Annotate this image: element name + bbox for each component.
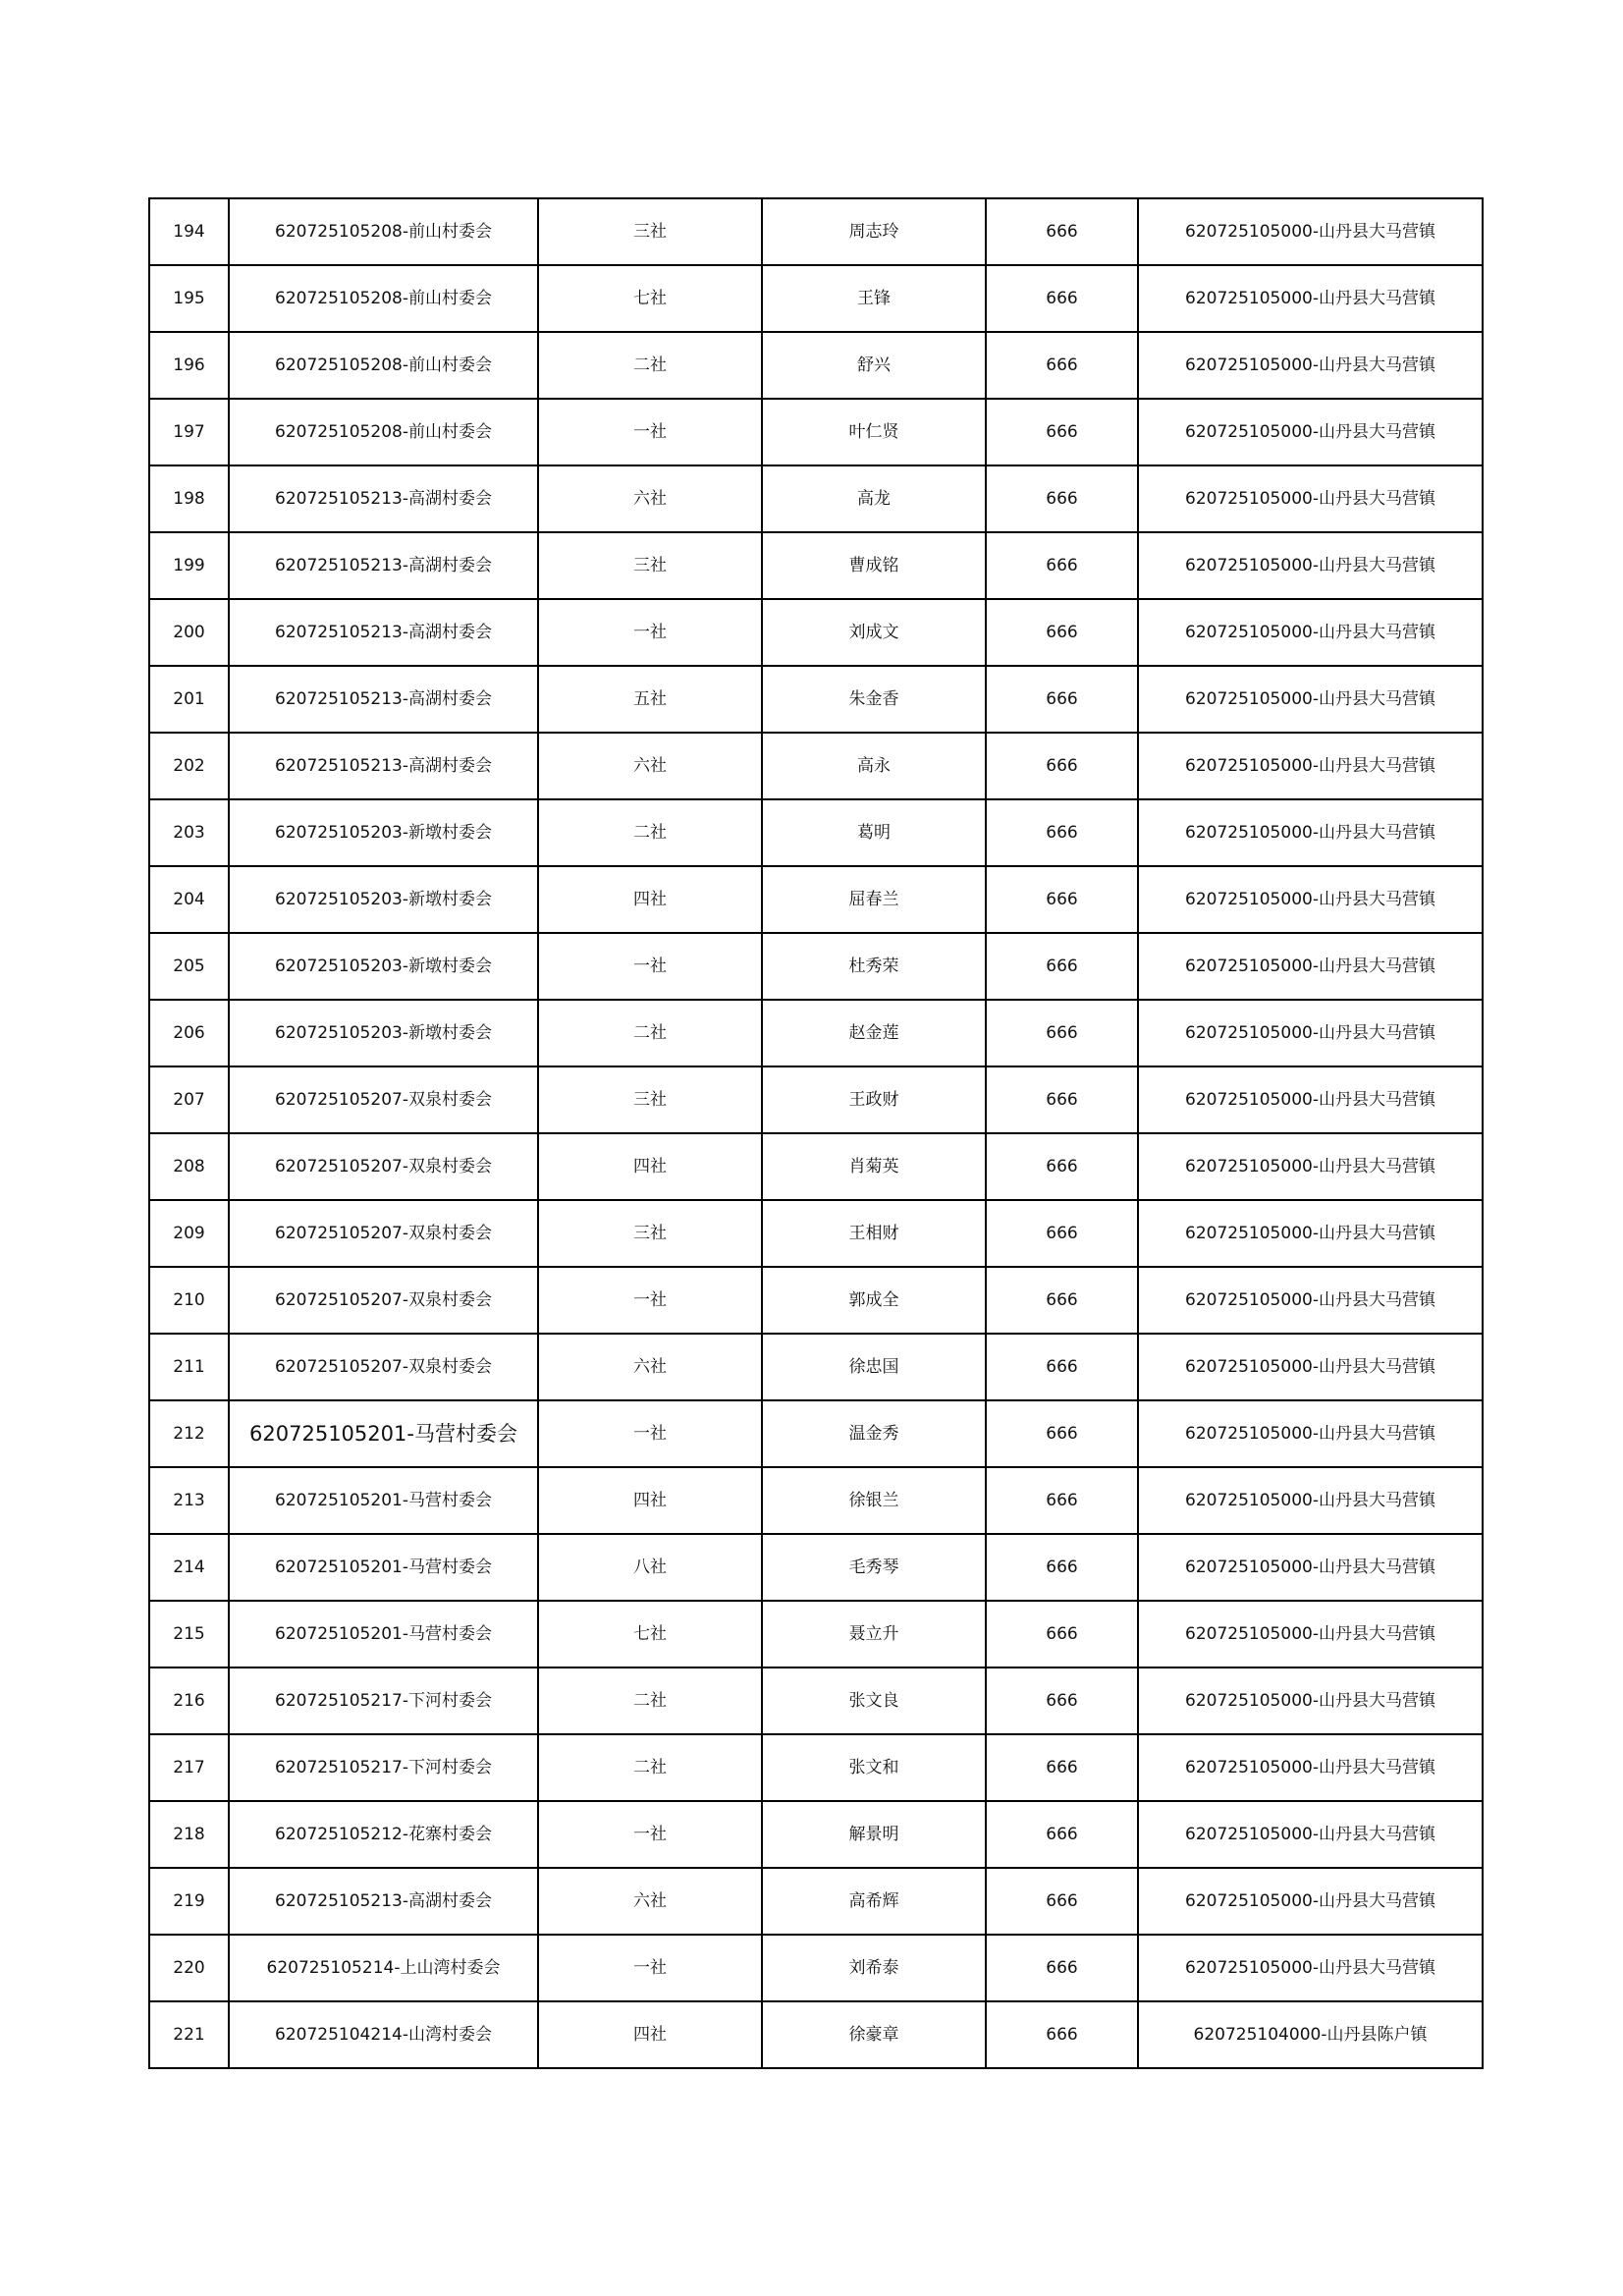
person-name-cell: 王锋 (762, 265, 986, 332)
roster-table (148, 197, 1484, 2069)
table-row (149, 399, 1483, 465)
person-name-cell: 高龙 (762, 465, 986, 532)
town-cell: 620725105000-山丹县大马营镇 (1138, 332, 1483, 399)
table-row (149, 1200, 1483, 1267)
village-cell: 620725105213-高湖村委会 (229, 733, 538, 799)
row-number-cell: 207 (149, 1066, 229, 1133)
group-cell: 三社 (538, 532, 762, 599)
person-name-cell: 周志玲 (762, 198, 986, 265)
table-row (149, 1868, 1483, 1935)
row-number-cell: 216 (149, 1667, 229, 1734)
town-cell: 620725105000-山丹县大马营镇 (1138, 1667, 1483, 1734)
village-cell: 620725105207-双泉村委会 (229, 1334, 538, 1400)
amount-cell: 666 (986, 332, 1138, 399)
town-cell: 620725105000-山丹县大马营镇 (1138, 1267, 1483, 1334)
table-row (149, 2001, 1483, 2068)
table-row (149, 799, 1483, 866)
row-number-cell: 210 (149, 1267, 229, 1334)
person-name-cell: 张文和 (762, 1734, 986, 1801)
village-cell: 620725105212-花寨村委会 (229, 1801, 538, 1868)
town-cell: 620725105000-山丹县大马营镇 (1138, 799, 1483, 866)
amount-cell: 666 (986, 465, 1138, 532)
amount-cell: 666 (986, 933, 1138, 1000)
table-row (149, 1334, 1483, 1400)
amount-cell: 666 (986, 799, 1138, 866)
town-cell: 620725105000-山丹县大马营镇 (1138, 1066, 1483, 1133)
town-cell: 620725105000-山丹县大马营镇 (1138, 1935, 1483, 2001)
table-row (149, 1467, 1483, 1534)
group-cell: 六社 (538, 465, 762, 532)
amount-cell: 666 (986, 1801, 1138, 1868)
table-row (149, 1133, 1483, 1200)
amount-cell: 666 (986, 1267, 1138, 1334)
table-row (149, 198, 1483, 265)
village-cell: 620725104214-山湾村委会 (229, 2001, 538, 2068)
group-cell: 七社 (538, 265, 762, 332)
group-cell: 三社 (538, 1066, 762, 1133)
amount-cell: 666 (986, 399, 1138, 465)
village-cell: 620725105207-双泉村委会 (229, 1200, 538, 1267)
table-row (149, 1267, 1483, 1334)
village-cell: 620725105207-双泉村委会 (229, 1066, 538, 1133)
village-cell: 620725105207-双泉村委会 (229, 1133, 538, 1200)
town-cell: 620725105000-山丹县大马营镇 (1138, 1868, 1483, 1935)
table-row (149, 1667, 1483, 1734)
group-cell: 二社 (538, 1734, 762, 1801)
person-name-cell: 张文良 (762, 1667, 986, 1734)
town-cell: 620725105000-山丹县大马营镇 (1138, 1000, 1483, 1066)
amount-cell: 666 (986, 2001, 1138, 2068)
table-row (149, 265, 1483, 332)
person-name-cell: 王政财 (762, 1066, 986, 1133)
town-cell: 620725105000-山丹县大马营镇 (1138, 1334, 1483, 1400)
village-cell: 620725105213-高湖村委会 (229, 532, 538, 599)
row-number-cell: 203 (149, 799, 229, 866)
village-cell: 620725105208-前山村委会 (229, 198, 538, 265)
person-name-cell: 叶仁贤 (762, 399, 986, 465)
table-row (149, 1534, 1483, 1601)
town-cell: 620725105000-山丹县大马营镇 (1138, 198, 1483, 265)
amount-cell: 666 (986, 1066, 1138, 1133)
table-row (149, 933, 1483, 1000)
town-cell: 620725105000-山丹县大马营镇 (1138, 265, 1483, 332)
row-number-cell: 220 (149, 1935, 229, 2001)
town-cell: 620725105000-山丹县大马营镇 (1138, 1534, 1483, 1601)
town-cell: 620725105000-山丹县大马营镇 (1138, 465, 1483, 532)
person-name-cell: 聂立升 (762, 1601, 986, 1667)
town-cell: 620725105000-山丹县大马营镇 (1138, 666, 1483, 733)
village-cell: 620725105217-下河村委会 (229, 1667, 538, 1734)
village-cell: 620725105214-上山湾村委会 (229, 1935, 538, 2001)
group-cell: 一社 (538, 1801, 762, 1868)
person-name-cell: 毛秀琴 (762, 1534, 986, 1601)
group-cell: 二社 (538, 1000, 762, 1066)
village-cell: 620725105208-前山村委会 (229, 399, 538, 465)
village-cell: 620725105217-下河村委会 (229, 1734, 538, 1801)
village-cell: 620725105208-前山村委会 (229, 332, 538, 399)
row-number-cell: 219 (149, 1868, 229, 1935)
group-cell: 八社 (538, 1534, 762, 1601)
amount-cell: 666 (986, 599, 1138, 666)
town-cell: 620725105000-山丹县大马营镇 (1138, 733, 1483, 799)
group-cell: 四社 (538, 1467, 762, 1534)
person-name-cell: 朱金香 (762, 666, 986, 733)
group-cell: 五社 (538, 666, 762, 733)
row-number-cell: 196 (149, 332, 229, 399)
row-number-cell: 211 (149, 1334, 229, 1400)
group-cell: 三社 (538, 1200, 762, 1267)
group-cell: 四社 (538, 866, 762, 933)
row-number-cell: 214 (149, 1534, 229, 1601)
table-row (149, 532, 1483, 599)
person-name-cell: 徐豪章 (762, 2001, 986, 2068)
row-number-cell: 201 (149, 666, 229, 733)
group-cell: 二社 (538, 799, 762, 866)
table-row (149, 465, 1483, 532)
village-cell: 620725105208-前山村委会 (229, 265, 538, 332)
amount-cell: 666 (986, 666, 1138, 733)
group-cell: 四社 (538, 2001, 762, 2068)
amount-cell: 666 (986, 1667, 1138, 1734)
person-name-cell: 赵金莲 (762, 1000, 986, 1066)
village-cell: 620725105213-高湖村委会 (229, 599, 538, 666)
table-row (149, 1066, 1483, 1133)
row-number-cell: 213 (149, 1467, 229, 1534)
person-name-cell: 刘希泰 (762, 1935, 986, 2001)
group-cell: 一社 (538, 1267, 762, 1334)
row-number-cell: 218 (149, 1801, 229, 1868)
roster-table-body (149, 198, 1483, 2068)
row-number-cell: 209 (149, 1200, 229, 1267)
row-number-cell: 204 (149, 866, 229, 933)
town-cell: 620725105000-山丹县大马营镇 (1138, 1200, 1483, 1267)
amount-cell: 666 (986, 1868, 1138, 1935)
amount-cell: 666 (986, 198, 1138, 265)
group-cell: 六社 (538, 733, 762, 799)
group-cell: 七社 (538, 1601, 762, 1667)
group-cell: 一社 (538, 933, 762, 1000)
table-row (149, 1935, 1483, 2001)
row-number-cell: 195 (149, 265, 229, 332)
row-number-cell: 221 (149, 2001, 229, 2068)
village-cell: 620725105201-马营村委会 (229, 1534, 538, 1601)
row-number-cell: 194 (149, 198, 229, 265)
group-cell: 三社 (538, 198, 762, 265)
village-cell: 620725105203-新墩村委会 (229, 1000, 538, 1066)
village-cell: 620725105201-马营村委会 (229, 1467, 538, 1534)
person-name-cell: 刘成文 (762, 599, 986, 666)
person-name-cell: 肖菊英 (762, 1133, 986, 1200)
amount-cell: 666 (986, 1467, 1138, 1534)
person-name-cell: 解景明 (762, 1801, 986, 1868)
row-number-cell: 202 (149, 733, 229, 799)
group-cell: 一社 (538, 1935, 762, 2001)
village-cell: 620725105213-高湖村委会 (229, 465, 538, 532)
person-name-cell: 杜秀荣 (762, 933, 986, 1000)
town-cell: 620725105000-山丹县大马营镇 (1138, 1467, 1483, 1534)
amount-cell: 666 (986, 265, 1138, 332)
town-cell: 620725105000-山丹县大马营镇 (1138, 1400, 1483, 1467)
table-row (149, 866, 1483, 933)
person-name-cell: 王相财 (762, 1200, 986, 1267)
amount-cell: 666 (986, 1734, 1138, 1801)
group-cell: 一社 (538, 1400, 762, 1467)
table-row (149, 1000, 1483, 1066)
village-cell: 620725105203-新墩村委会 (229, 933, 538, 1000)
person-name-cell: 徐忠国 (762, 1334, 986, 1400)
town-cell: 620725105000-山丹县大马营镇 (1138, 933, 1483, 1000)
village-cell: 620725105203-新墩村委会 (229, 799, 538, 866)
row-number-cell: 199 (149, 532, 229, 599)
row-number-cell: 215 (149, 1601, 229, 1667)
town-cell: 620725105000-山丹县大马营镇 (1138, 1734, 1483, 1801)
table-row (149, 733, 1483, 799)
village-cell: 620725105213-高湖村委会 (229, 666, 538, 733)
town-cell: 620725105000-山丹县大马营镇 (1138, 1601, 1483, 1667)
group-cell: 四社 (538, 1133, 762, 1200)
town-cell: 620725105000-山丹县大马营镇 (1138, 1801, 1483, 1868)
table-row (149, 599, 1483, 666)
person-name-cell: 曹成铭 (762, 532, 986, 599)
group-cell: 一社 (538, 599, 762, 666)
amount-cell: 666 (986, 866, 1138, 933)
village-cell: 620725105201-马营村委会 (229, 1601, 538, 1667)
village-cell: 620725105207-双泉村委会 (229, 1267, 538, 1334)
person-name-cell: 温金秀 (762, 1400, 986, 1467)
person-name-cell: 高永 (762, 733, 986, 799)
row-number-cell: 212 (149, 1400, 229, 1467)
group-cell: 六社 (538, 1334, 762, 1400)
group-cell: 二社 (538, 1667, 762, 1734)
amount-cell: 666 (986, 1534, 1138, 1601)
village-cell: 620725105213-高湖村委会 (229, 1868, 538, 1935)
village-cell: 620725105203-新墩村委会 (229, 866, 538, 933)
person-name-cell: 徐银兰 (762, 1467, 986, 1534)
row-number-cell: 197 (149, 399, 229, 465)
amount-cell: 666 (986, 1200, 1138, 1267)
person-name-cell: 舒兴 (762, 332, 986, 399)
amount-cell: 666 (986, 532, 1138, 599)
group-cell: 六社 (538, 1868, 762, 1935)
amount-cell: 666 (986, 733, 1138, 799)
person-name-cell: 屈春兰 (762, 866, 986, 933)
amount-cell: 666 (986, 1000, 1138, 1066)
town-cell: 620725105000-山丹县大马营镇 (1138, 532, 1483, 599)
table-row (149, 332, 1483, 399)
person-name-cell: 郭成全 (762, 1267, 986, 1334)
row-number-cell: 198 (149, 465, 229, 532)
village-cell: 620725105201-马营村委会 (229, 1400, 538, 1467)
person-name-cell: 高希辉 (762, 1868, 986, 1935)
row-number-cell: 200 (149, 599, 229, 666)
amount-cell: 666 (986, 1601, 1138, 1667)
table-row (149, 1400, 1483, 1467)
town-cell: 620725105000-山丹县大马营镇 (1138, 866, 1483, 933)
town-cell: 620725105000-山丹县大马营镇 (1138, 399, 1483, 465)
table-row (149, 1801, 1483, 1868)
town-cell: 620725105000-山丹县大马营镇 (1138, 599, 1483, 666)
table-row (149, 666, 1483, 733)
table-row (149, 1734, 1483, 1801)
group-cell: 二社 (538, 332, 762, 399)
row-number-cell: 206 (149, 1000, 229, 1066)
town-cell: 620725105000-山丹县大马营镇 (1138, 1133, 1483, 1200)
row-number-cell: 205 (149, 933, 229, 1000)
row-number-cell: 208 (149, 1133, 229, 1200)
person-name-cell: 葛明 (762, 799, 986, 866)
amount-cell: 666 (986, 1935, 1138, 2001)
row-number-cell: 217 (149, 1734, 229, 1801)
amount-cell: 666 (986, 1400, 1138, 1467)
table-row (149, 1601, 1483, 1667)
town-cell: 620725104000-山丹县陈户镇 (1138, 2001, 1483, 2068)
group-cell: 一社 (538, 399, 762, 465)
amount-cell: 666 (986, 1133, 1138, 1200)
amount-cell: 666 (986, 1334, 1138, 1400)
